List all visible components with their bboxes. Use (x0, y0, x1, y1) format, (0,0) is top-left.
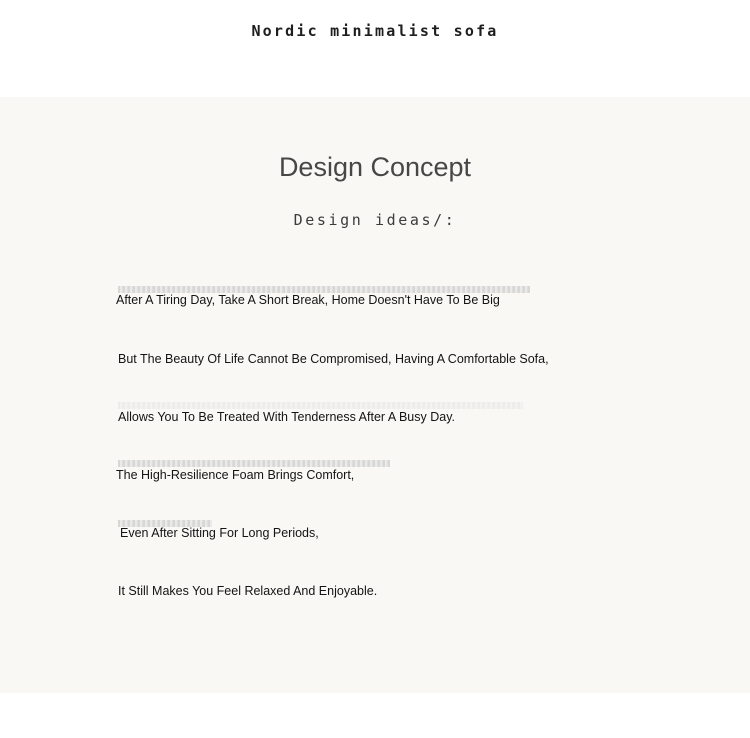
page-title: Nordic minimalist sofa (251, 22, 499, 40)
ghost-text-artifact (118, 460, 390, 467)
section-heading: Design Concept (278, 152, 472, 182)
section-subheading: Design ideas/: (293, 211, 457, 229)
design-concept-panel (0, 97, 750, 693)
concept-line: The High-Resilience Foam Brings Comfort, (116, 468, 355, 482)
concept-line: Even After Sitting For Long Periods, (120, 526, 319, 540)
concept-line: It Still Makes You Feel Relaxed And Enjoyable. (118, 584, 378, 598)
concept-line: But The Beauty Of Life Cannot Be Compromised, Having A Comfortable Sofa, (118, 352, 549, 366)
ghost-text-artifact (118, 402, 523, 409)
concept-line: After A Tiring Day, Take A Short Break, Home Doesn't Have To Be Big (116, 293, 500, 307)
concept-line: Allows You To Be Treated With Tenderness After A Busy Day. (118, 410, 455, 424)
